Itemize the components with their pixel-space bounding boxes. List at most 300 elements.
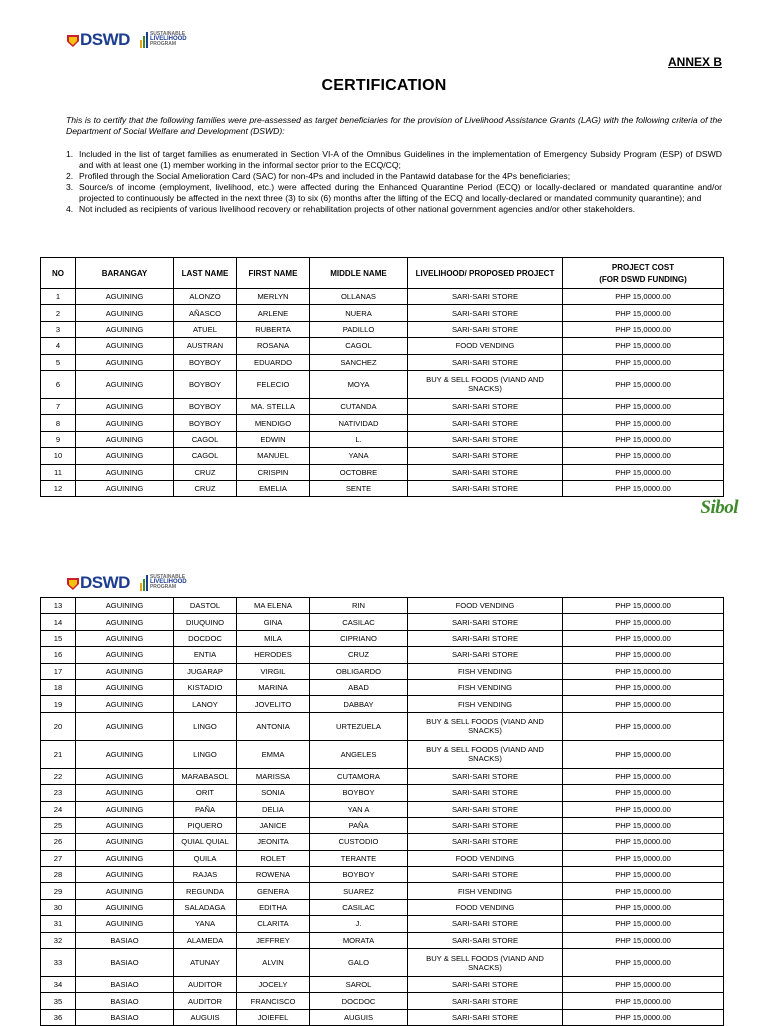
cell-no: 24: [41, 801, 76, 817]
dswd-logo: [66, 574, 130, 591]
slp-logo-line: LIVELIHOOD: [149, 36, 187, 42]
cell-project-cost: PHP 15,0000.00: [563, 289, 724, 305]
cell-barangay: AGUINING: [76, 916, 174, 932]
cell-project-cost: PHP 15,0000.00: [563, 817, 724, 833]
cell-last-name: QUILA: [174, 850, 237, 866]
cell-last-name: AUGUIS: [174, 1009, 237, 1025]
cell-first-name: ARLENE: [237, 305, 310, 321]
cell-barangay: AGUINING: [76, 899, 174, 915]
cell-middle-name: BOYBOY: [310, 867, 408, 883]
cell-middle-name: PAÑA: [310, 817, 408, 833]
beneficiaries-table-continued: [40, 597, 724, 1026]
cell-first-name: ALVIN: [237, 949, 310, 977]
cell-no: 2: [41, 305, 76, 321]
cell-project-cost: PHP 15,0000.00: [563, 354, 724, 370]
dswd-shield-icon: [66, 576, 80, 590]
cell-first-name: MA ELENA: [237, 598, 310, 614]
cell-first-name: JOCELY: [237, 977, 310, 993]
cell-middle-name: ABAD: [310, 679, 408, 695]
cell-project-cost: PHP 15,0000.00: [563, 883, 724, 899]
cell-middle-name: GALO: [310, 949, 408, 977]
cell-project: SARI-SARI STORE: [408, 768, 563, 784]
dswd-logo: [66, 31, 130, 48]
cell-last-name: BOYBOY: [174, 415, 237, 431]
cell-first-name: HERODES: [237, 647, 310, 663]
cell-middle-name: OBLIGARDO: [310, 663, 408, 679]
cell-last-name: ALONZO: [174, 289, 237, 305]
cell-last-name: AÑASCO: [174, 305, 237, 321]
cell-first-name: MARINA: [237, 679, 310, 695]
cell-first-name: JOVELITO: [237, 696, 310, 712]
cell-no: 13: [41, 598, 76, 614]
cell-middle-name: BOYBOY: [310, 785, 408, 801]
criteria-item: 3. Source/s of income (employment, livelihood, etc.) were affected during the Enhanced Quarantine Period (ECQ) or locally-declared or mandated quarantine and/or projected to continuously be affected in the next three (3) to six (6) months after the lifting of the ECQ and locally-declared or mandated community quarantine); and: [66, 182, 722, 203]
cell-middle-name: NUERA: [310, 305, 408, 321]
cell-barangay: AGUINING: [76, 464, 174, 480]
cell-no: 36: [41, 1009, 76, 1025]
cell-middle-name: YAN A: [310, 801, 408, 817]
cell-barangay: AGUINING: [76, 712, 174, 740]
slp-bars-icon: [140, 575, 148, 591]
cell-last-name: SALADAGA: [174, 899, 237, 915]
cell-first-name: FRANCISCO: [237, 993, 310, 1009]
table-row: [41, 883, 724, 899]
cell-project-cost: PHP 15,0000.00: [563, 614, 724, 630]
cell-project-cost: PHP 15,0000.00: [563, 899, 724, 915]
table-row: [41, 801, 724, 817]
cell-first-name: ROLET: [237, 850, 310, 866]
cell-first-name: GINA: [237, 614, 310, 630]
cell-first-name: EMMA: [237, 740, 310, 768]
cell-first-name: MANUEL: [237, 448, 310, 464]
cell-project-cost: PHP 15,0000.00: [563, 932, 724, 948]
table-row: [41, 949, 724, 977]
table-row: [41, 899, 724, 915]
cell-project-cost: PHP 15,0000.00: [563, 370, 724, 398]
cell-last-name: AUDITOR: [174, 977, 237, 993]
cell-first-name: JEFFREY: [237, 932, 310, 948]
table-row: [41, 630, 724, 646]
cell-no: 35: [41, 993, 76, 1009]
cell-project-cost: PHP 15,0000.00: [563, 712, 724, 740]
table-row: [41, 647, 724, 663]
cell-project-cost: PHP 15,0000.00: [563, 949, 724, 977]
cell-no: 11: [41, 464, 76, 480]
cell-middle-name: CUSTODIO: [310, 834, 408, 850]
cell-middle-name: URTEZUELA: [310, 712, 408, 740]
cell-barangay: AGUINING: [76, 801, 174, 817]
table-row: [41, 370, 724, 398]
cell-barangay: AGUINING: [76, 415, 174, 431]
table-row: [41, 398, 724, 414]
cell-barangay: AGUINING: [76, 850, 174, 866]
cell-last-name: AUSTRAN: [174, 338, 237, 354]
cell-project-cost: PHP 15,0000.00: [563, 598, 724, 614]
cell-project-cost: PHP 15,0000.00: [563, 480, 724, 496]
cell-no: 25: [41, 817, 76, 833]
cell-last-name: RAJAS: [174, 867, 237, 883]
cell-last-name: LANOY: [174, 696, 237, 712]
cell-barangay: AGUINING: [76, 338, 174, 354]
cell-no: 10: [41, 448, 76, 464]
column-header-first-name: FIRST NAME: [237, 258, 310, 289]
cell-no: 21: [41, 740, 76, 768]
cell-last-name: DOCDOC: [174, 630, 237, 646]
cell-project: SARI-SARI STORE: [408, 354, 563, 370]
cell-middle-name: RIN: [310, 598, 408, 614]
cell-project-cost: PHP 15,0000.00: [563, 867, 724, 883]
cell-no: 32: [41, 932, 76, 948]
cell-no: 30: [41, 899, 76, 915]
cell-no: 20: [41, 712, 76, 740]
cell-middle-name: TERANTE: [310, 850, 408, 866]
cell-no: 22: [41, 768, 76, 784]
slp-logo-line: LIVELIHOOD: [149, 579, 187, 585]
cell-project: SARI-SARI STORE: [408, 801, 563, 817]
cell-project-cost: PHP 15,0000.00: [563, 305, 724, 321]
cell-project-cost: PHP 15,0000.00: [563, 663, 724, 679]
cell-last-name: PIQUERO: [174, 817, 237, 833]
page-gap: [0, 530, 768, 570]
cell-project-cost: PHP 15,0000.00: [563, 850, 724, 866]
criteria-item: 4. Not included as recipients of various livelihood recovery or rehabilitation projects of other national government agencies and/or other stakeholders.: [66, 204, 636, 214]
cell-project: SARI-SARI STORE: [408, 932, 563, 948]
table-row: [41, 415, 724, 431]
cell-project: FISH VENDING: [408, 883, 563, 899]
table-row: [41, 338, 724, 354]
slp-logo-line: SUSTAINABLE: [149, 574, 186, 580]
cell-last-name: ATUEL: [174, 321, 237, 337]
cell-middle-name: YANA: [310, 448, 408, 464]
cell-last-name: ATUNAY: [174, 949, 237, 977]
cell-project: SARI-SARI STORE: [408, 289, 563, 305]
slp-logo-line: PROGRAM: [149, 41, 177, 47]
cell-first-name: JANICE: [237, 817, 310, 833]
table-row: [41, 993, 724, 1009]
cell-first-name: MERLYN: [237, 289, 310, 305]
cell-no: 14: [41, 614, 76, 630]
cell-first-name: EDUARDO: [237, 354, 310, 370]
cell-barangay: AGUINING: [76, 867, 174, 883]
cell-middle-name: NATIVIDAD: [310, 415, 408, 431]
cell-last-name: ORIT: [174, 785, 237, 801]
cell-barangay: AGUINING: [76, 598, 174, 614]
cell-first-name: RUBERTA: [237, 321, 310, 337]
header-logos: [66, 574, 187, 591]
cell-project: SARI-SARI STORE: [408, 305, 563, 321]
cell-middle-name: PADILLO: [310, 321, 408, 337]
table-row: [41, 696, 724, 712]
cell-project: SARI-SARI STORE: [408, 448, 563, 464]
table-row: [41, 712, 724, 740]
cell-project-cost: PHP 15,0000.00: [563, 768, 724, 784]
cell-barangay: BASIAO: [76, 1009, 174, 1025]
cell-barangay: BASIAO: [76, 949, 174, 977]
cell-first-name: EMELIA: [237, 480, 310, 496]
cell-no: 34: [41, 977, 76, 993]
cell-project: SARI-SARI STORE: [408, 614, 563, 630]
cell-project: BUY & SELL FOODS (VIAND AND SNACKS): [408, 949, 563, 977]
cell-first-name: JEONITA: [237, 834, 310, 850]
cell-project-cost: PHP 15,0000.00: [563, 415, 724, 431]
criteria-item: 1. Included in the list of target families as enumerated in Section VI-A of the Omnibus Guidelines in the implementation of Emergency Subsidy Program (ESP) of DSWD and with at least one (1) member working in the informal sector prior to the ECQ/CQ;: [66, 149, 722, 170]
cell-last-name: ALAMEDA: [174, 932, 237, 948]
cell-no: 18: [41, 679, 76, 695]
cell-last-name: REGUNDA: [174, 883, 237, 899]
cell-project: SARI-SARI STORE: [408, 398, 563, 414]
cell-project-cost: PHP 15,0000.00: [563, 993, 724, 1009]
column-header-middle-name: MIDDLE NAME: [310, 258, 408, 289]
cell-first-name: GENERA: [237, 883, 310, 899]
cell-project: SARI-SARI STORE: [408, 916, 563, 932]
cell-no: 12: [41, 480, 76, 496]
cell-first-name: CLARITA: [237, 916, 310, 932]
cell-project: SARI-SARI STORE: [408, 867, 563, 883]
cell-barangay: AGUINING: [76, 768, 174, 784]
cell-no: 17: [41, 663, 76, 679]
cell-no: 28: [41, 867, 76, 883]
cell-middle-name: MORATA: [310, 932, 408, 948]
cell-middle-name: CUTAMORA: [310, 768, 408, 784]
cell-no: 1: [41, 289, 76, 305]
intro-paragraph: This is to certify that the following families were pre-assessed as target beneficiaries for the provision of Livelihood Assistance Grants (LAG) with the following criteria of the Department of Social Welfare and Development (DSWD):: [66, 115, 722, 136]
cell-barangay: AGUINING: [76, 630, 174, 646]
table-row: [41, 834, 724, 850]
table-row: [41, 850, 724, 866]
cell-middle-name: L.: [310, 431, 408, 447]
table-row: [41, 740, 724, 768]
cell-barangay: AGUINING: [76, 740, 174, 768]
page-title: CERTIFICATION: [321, 77, 447, 94]
cell-project: BUY & SELL FOODS (VIAND AND SNACKS): [408, 712, 563, 740]
table-row: [41, 785, 724, 801]
cell-middle-name: J.: [310, 916, 408, 932]
cell-no: 29: [41, 883, 76, 899]
cell-project-cost: PHP 15,0000.00: [563, 801, 724, 817]
cell-first-name: ROWENA: [237, 867, 310, 883]
cell-no: 4: [41, 338, 76, 354]
slp-logo: [140, 575, 187, 591]
cell-project: SARI-SARI STORE: [408, 630, 563, 646]
cell-last-name: CRUZ: [174, 480, 237, 496]
cell-project: SARI-SARI STORE: [408, 647, 563, 663]
cell-first-name: ANTONIA: [237, 712, 310, 740]
cell-project: SARI-SARI STORE: [408, 480, 563, 496]
cell-project: BUY & SELL FOODS (VIAND AND SNACKS): [408, 370, 563, 398]
cell-project-cost: PHP 15,0000.00: [563, 338, 724, 354]
cell-barangay: AGUINING: [76, 834, 174, 850]
table-row: [41, 448, 724, 464]
cell-middle-name: ANGELES: [310, 740, 408, 768]
dswd-logo-text: DSWD: [80, 573, 130, 592]
cell-project-cost: PHP 15,0000.00: [563, 630, 724, 646]
cell-barangay: BASIAO: [76, 977, 174, 993]
column-header-barangay: BARANGAY: [76, 258, 174, 289]
cell-project-cost: PHP 15,0000.00: [563, 740, 724, 768]
cell-project: SARI-SARI STORE: [408, 993, 563, 1009]
cell-project: SARI-SARI STORE: [408, 785, 563, 801]
cell-last-name: PAÑA: [174, 801, 237, 817]
cell-no: 8: [41, 415, 76, 431]
cell-barangay: AGUINING: [76, 785, 174, 801]
cell-project: SARI-SARI STORE: [408, 977, 563, 993]
cell-middle-name: SUAREZ: [310, 883, 408, 899]
cell-middle-name: DABBAY: [310, 696, 408, 712]
cell-middle-name: OLLANAS: [310, 289, 408, 305]
cell-middle-name: SENTE: [310, 480, 408, 496]
cell-barangay: AGUINING: [76, 321, 174, 337]
cell-first-name: MA. STELLA: [237, 398, 310, 414]
dswd-shield-icon: [66, 33, 80, 47]
cell-project: SARI-SARI STORE: [408, 321, 563, 337]
cell-last-name: KISTADIO: [174, 679, 237, 695]
table-row: [41, 354, 724, 370]
cell-last-name: YANA: [174, 916, 237, 932]
cell-no: 26: [41, 834, 76, 850]
cell-project-cost: PHP 15,0000.00: [563, 1009, 724, 1025]
cell-first-name: ROSANA: [237, 338, 310, 354]
cell-last-name: BOYBOY: [174, 398, 237, 414]
slp-logo-line: PROGRAM: [149, 584, 177, 590]
cell-first-name: EDWIN: [237, 431, 310, 447]
cell-project-cost: PHP 15,0000.00: [563, 647, 724, 663]
cell-no: 9: [41, 431, 76, 447]
cell-project: SARI-SARI STORE: [408, 1009, 563, 1025]
table-row: [41, 867, 724, 883]
cell-last-name: QUIAL QUIAL: [174, 834, 237, 850]
cell-project: SARI-SARI STORE: [408, 834, 563, 850]
cell-project: BUY & SELL FOODS (VIAND AND SNACKS): [408, 740, 563, 768]
header-logos: [66, 31, 187, 48]
column-header-project-cost: PROJECT COST (FOR DSWD FUNDING): [563, 258, 724, 289]
cell-barangay: AGUINING: [76, 647, 174, 663]
cell-barangay: AGUINING: [76, 614, 174, 630]
column-header-last-name: LAST NAME: [174, 258, 237, 289]
cell-barangay: AGUINING: [76, 398, 174, 414]
cell-middle-name: SANCHEZ: [310, 354, 408, 370]
table-row: [41, 768, 724, 784]
cell-barangay: BASIAO: [76, 932, 174, 948]
cell-first-name: MENDIGO: [237, 415, 310, 431]
cell-last-name: LINGO: [174, 712, 237, 740]
table-row: [41, 614, 724, 630]
cell-project-cost: PHP 15,0000.00: [563, 834, 724, 850]
criteria-item: 2. Profiled through the Social Amelioration Card (SAC) for non-4Ps and included in the Pantawid database for the 4Ps beneficiaries;: [66, 171, 571, 181]
cell-no: 6: [41, 370, 76, 398]
cell-no: 16: [41, 647, 76, 663]
cell-middle-name: CAGOL: [310, 338, 408, 354]
cell-project-cost: PHP 15,0000.00: [563, 431, 724, 447]
cell-barangay: AGUINING: [76, 289, 174, 305]
table-header-row: [41, 258, 724, 289]
cell-middle-name: CASILAC: [310, 614, 408, 630]
cell-project-cost: PHP 15,0000.00: [563, 696, 724, 712]
cell-project: SARI-SARI STORE: [408, 464, 563, 480]
cell-barangay: AGUINING: [76, 370, 174, 398]
cell-barangay: AGUINING: [76, 696, 174, 712]
cell-first-name: FELECIO: [237, 370, 310, 398]
cell-no: 15: [41, 630, 76, 646]
cell-first-name: MARISSA: [237, 768, 310, 784]
cell-no: 27: [41, 850, 76, 866]
cell-barangay: AGUINING: [76, 480, 174, 496]
cell-project: FOOD VENDING: [408, 598, 563, 614]
cell-barangay: AGUINING: [76, 354, 174, 370]
table-row: [41, 480, 724, 496]
cell-project: SARI-SARI STORE: [408, 817, 563, 833]
cell-no: 7: [41, 398, 76, 414]
cell-last-name: CRUZ: [174, 464, 237, 480]
criteria-list: [66, 149, 722, 215]
cell-barangay: AGUINING: [76, 663, 174, 679]
cell-barangay: AGUINING: [76, 883, 174, 899]
table-row: [41, 977, 724, 993]
cell-no: 33: [41, 949, 76, 977]
cell-barangay: AGUINING: [76, 448, 174, 464]
cell-no: 31: [41, 916, 76, 932]
cell-middle-name: AUGUIS: [310, 1009, 408, 1025]
cell-middle-name: OCTOBRE: [310, 464, 408, 480]
cell-middle-name: MOYA: [310, 370, 408, 398]
cell-middle-name: DOCDOC: [310, 993, 408, 1009]
cell-last-name: CAGOL: [174, 448, 237, 464]
cell-first-name: MILA: [237, 630, 310, 646]
slp-bars-icon: [140, 32, 148, 48]
cell-project-cost: PHP 15,0000.00: [563, 464, 724, 480]
cell-barangay: AGUINING: [76, 679, 174, 695]
cell-first-name: JOIEFEL: [237, 1009, 310, 1025]
cell-project: FOOD VENDING: [408, 899, 563, 915]
table-row: [41, 679, 724, 695]
cell-last-name: ENTIA: [174, 647, 237, 663]
table-row: [41, 431, 724, 447]
cell-last-name: DIUQUINO: [174, 614, 237, 630]
cell-middle-name: CRUZ: [310, 647, 408, 663]
cell-middle-name: SAROL: [310, 977, 408, 993]
cell-barangay: BASIAO: [76, 993, 174, 1009]
cell-project-cost: PHP 15,0000.00: [563, 321, 724, 337]
cell-project-cost: PHP 15,0000.00: [563, 398, 724, 414]
cell-last-name: LINGO: [174, 740, 237, 768]
table-row: [41, 321, 724, 337]
cell-first-name: CRISPIN: [237, 464, 310, 480]
cell-project: FISH VENDING: [408, 696, 563, 712]
cell-project-cost: PHP 15,0000.00: [563, 977, 724, 993]
column-header-no: NO: [41, 258, 76, 289]
table-row: [41, 916, 724, 932]
cell-last-name: BOYBOY: [174, 370, 237, 398]
table-row: [41, 932, 724, 948]
cell-project-cost: PHP 15,0000.00: [563, 916, 724, 932]
slp-logo-line: SUSTAINABLE: [149, 31, 186, 37]
beneficiaries-table: [40, 257, 724, 497]
sibol-logo: Sibol: [700, 497, 738, 518]
cell-project: FOOD VENDING: [408, 338, 563, 354]
cell-middle-name: CASILAC: [310, 899, 408, 915]
cell-barangay: AGUINING: [76, 305, 174, 321]
cell-no: 23: [41, 785, 76, 801]
cell-no: 5: [41, 354, 76, 370]
cell-middle-name: CIPRIANO: [310, 630, 408, 646]
cell-project: FISH VENDING: [408, 663, 563, 679]
column-header-project: LIVELIHOOD/ PROPOSED PROJECT: [408, 258, 563, 289]
table-row: [41, 598, 724, 614]
cell-project: FOOD VENDING: [408, 850, 563, 866]
cell-last-name: MARABASOL: [174, 768, 237, 784]
table-row: [41, 1009, 724, 1025]
cell-last-name: CAGOL: [174, 431, 237, 447]
cell-project-cost: PHP 15,0000.00: [563, 679, 724, 695]
